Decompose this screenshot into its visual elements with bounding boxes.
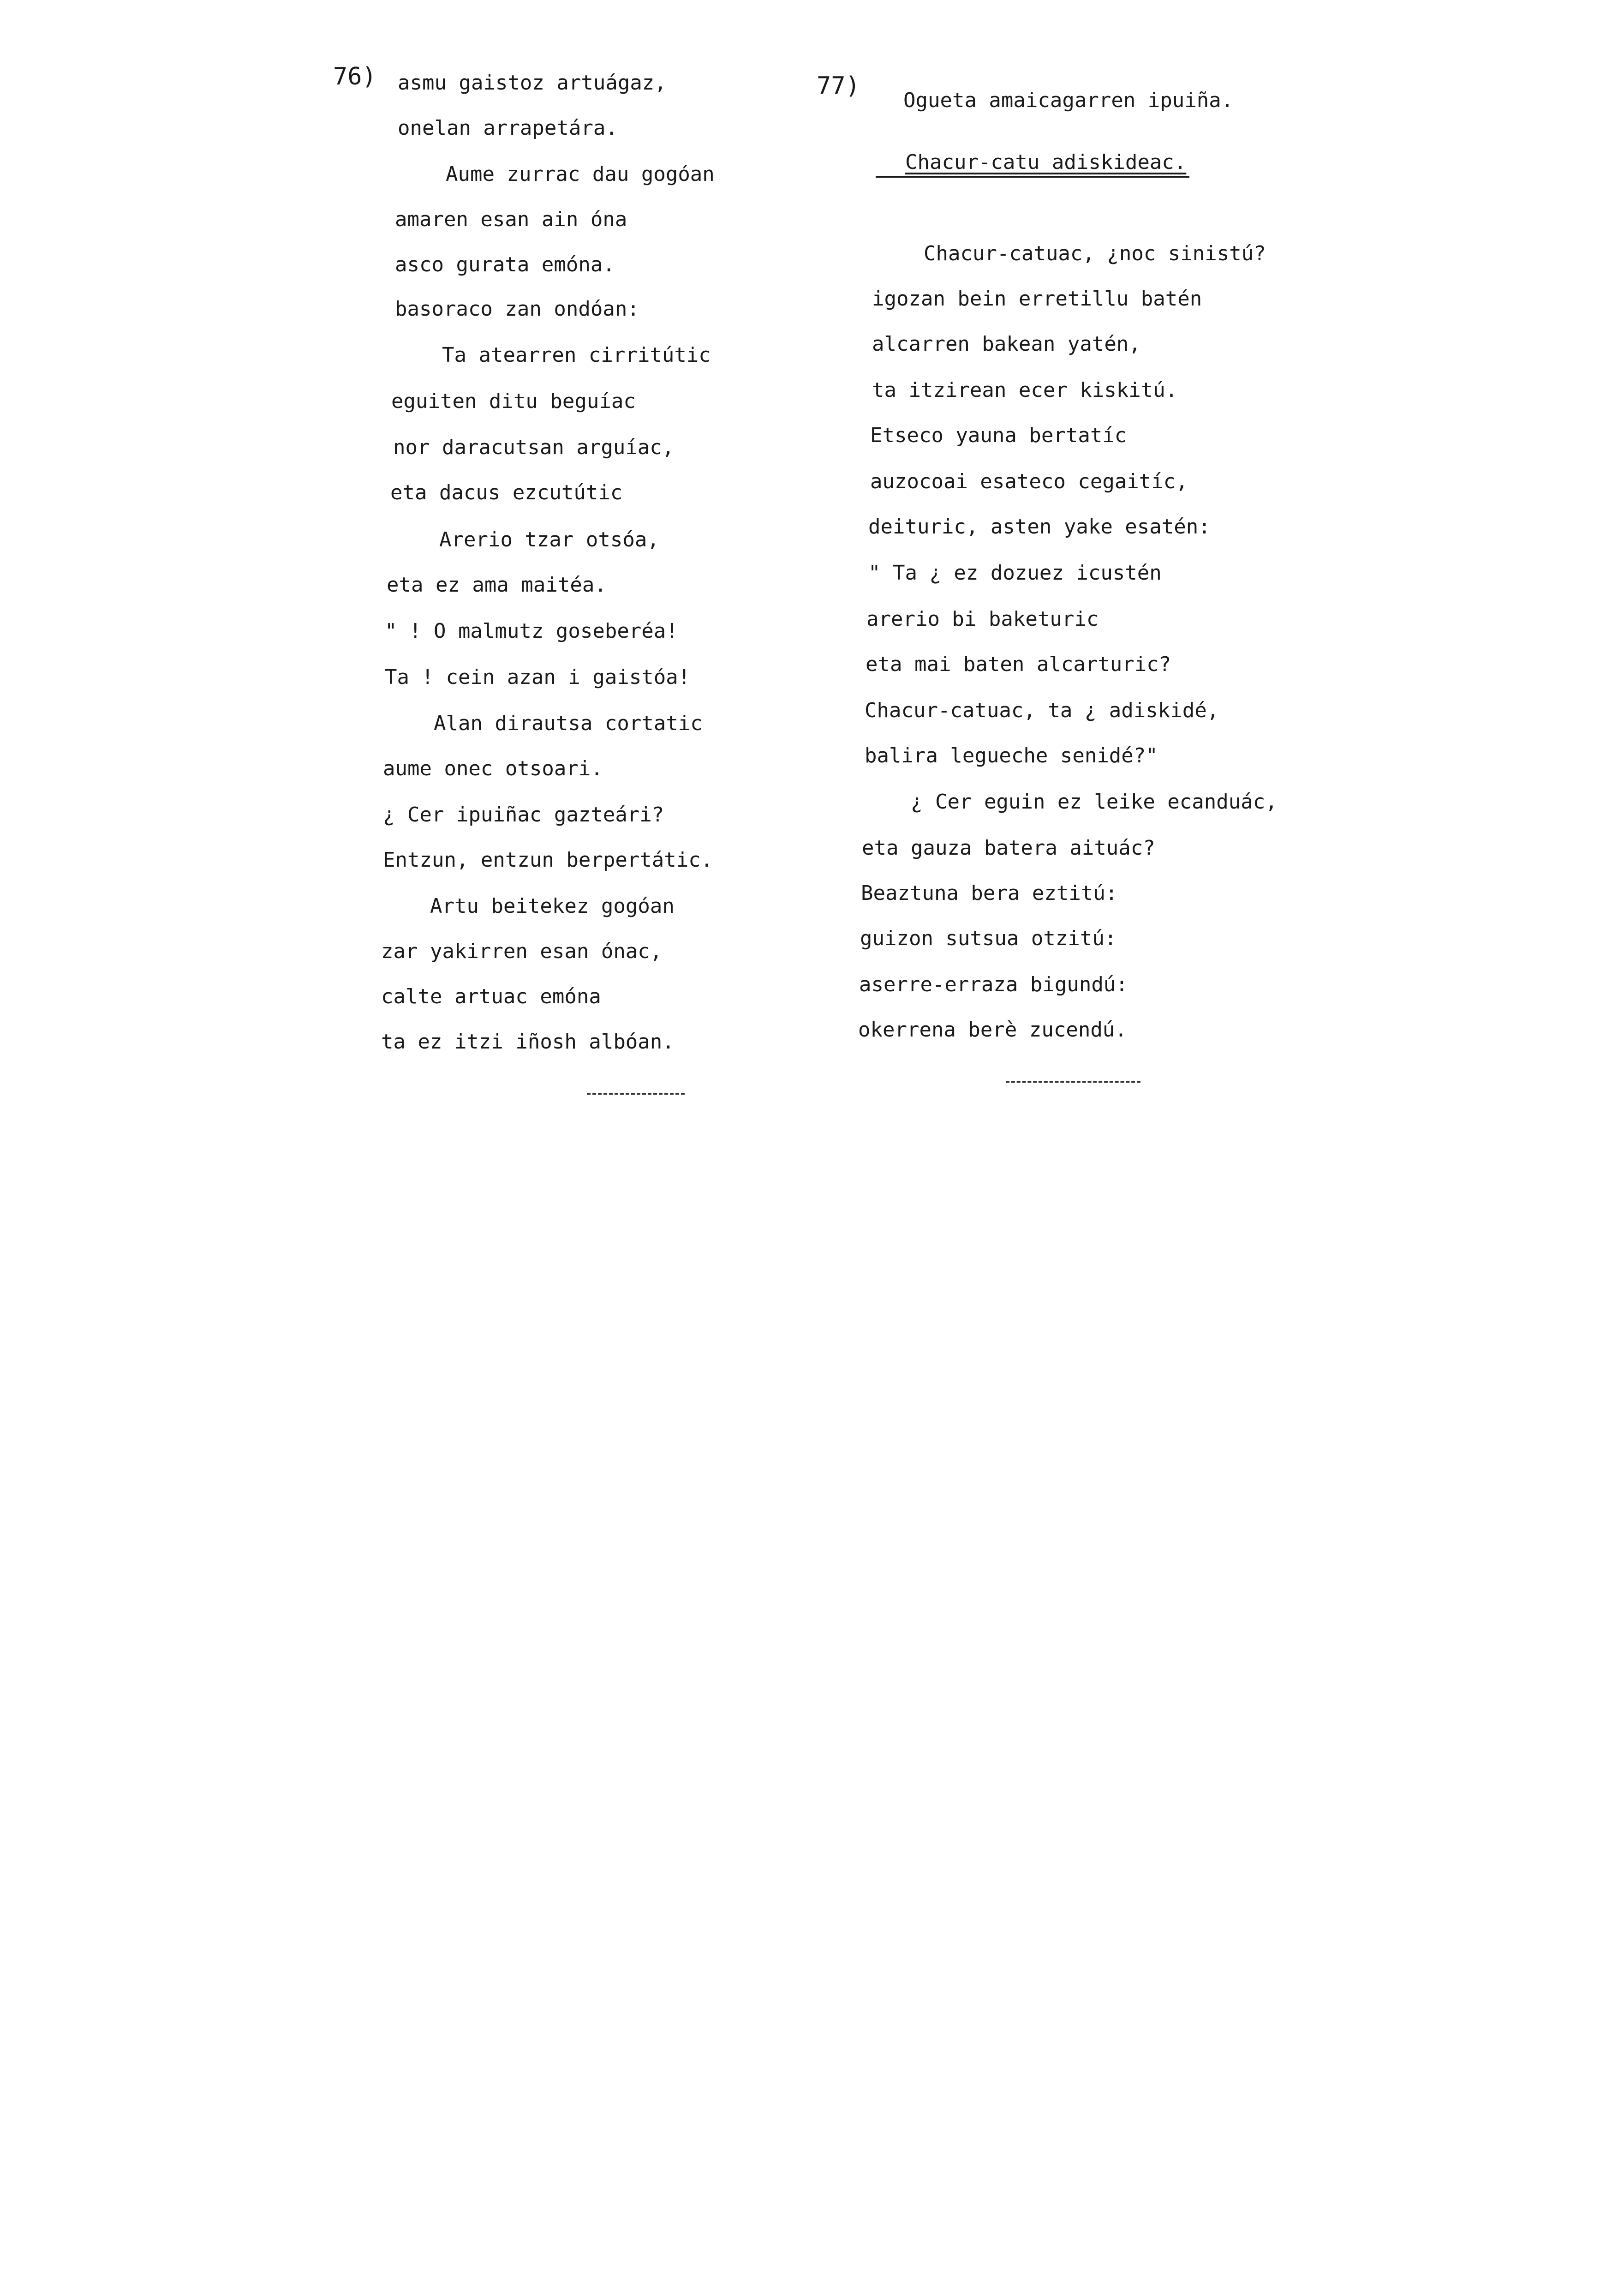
end-rule-left: [587, 1093, 685, 1095]
poem-line: Chacur-catuac, ¿noc sinistú?: [924, 242, 1266, 265]
poem-line: balira legueche senidé?": [865, 744, 1158, 767]
poem-line: amaren esan ain óna: [395, 208, 627, 231]
title-rule: [876, 176, 1189, 178]
poem-line: okerrena berè zucendú.: [858, 1018, 1127, 1042]
poem-line: alcarren bakean yatén,: [872, 332, 1141, 356]
poem-line: ¿ Cer eguin ez leike ecanduác,: [911, 790, 1278, 814]
poem-line: auzocoai esateco cegaitíc,: [870, 470, 1188, 493]
poem-line: Artu beitekez gogóan: [430, 894, 675, 918]
poem-line: Etseco yauna bertatíc: [870, 424, 1127, 447]
poem-line: onelan arrapetára.: [398, 116, 618, 140]
poem-line: nor daracutsan arguíac,: [393, 436, 675, 459]
poem-line: " Ta ¿ ez dozuez icustén: [868, 561, 1162, 585]
poem-line: eta mai baten alcarturic?: [866, 653, 1171, 676]
poem-line: Ta atearren cirritútic: [442, 343, 711, 367]
poem-line: eguiten ditu beguíac: [391, 389, 636, 413]
poem-line: guizon sutsua otzitú:: [860, 927, 1117, 950]
poem-number-77: 77): [817, 72, 860, 100]
poem-line: Arerio tzar otsóa,: [439, 528, 659, 551]
poem-line: eta gauza batera aituác?: [862, 836, 1155, 860]
poem-line: " ! O malmutz goseberéa!: [385, 619, 678, 643]
poem-line: Beaztuna bera eztitú:: [861, 881, 1118, 905]
poem-line: ¿ Cer ipuiñac gazteári?: [383, 803, 664, 827]
poem-line: ta ez itzi iñosh albóan.: [381, 1030, 675, 1054]
poem-line: aserre-erraza bigundú:: [859, 973, 1128, 996]
poem-line: Ta ! cein azan i gaistóa!: [385, 665, 691, 689]
poem-line: eta dacus ezcutútic: [390, 481, 623, 504]
poem-line: Alan dirautsa cortatic: [434, 712, 703, 735]
poem-line: calte artuac emóna: [381, 985, 601, 1008]
poem-line: deituric, asten yake esatén:: [868, 515, 1211, 539]
poem-line: Entzun, entzun berpertátic.: [383, 848, 713, 872]
poem-line: asmu gaistoz artuágaz,: [398, 71, 667, 95]
poem-line: aume onec otsoari.: [383, 757, 603, 780]
poem-line: Aume zurrac dau gogóan: [446, 162, 715, 186]
poem-line: Chacur-catuac, ta ¿ adiskidé,: [865, 699, 1219, 722]
poem-line: igozan bein erretillu batén: [872, 287, 1202, 311]
poem-heading: Ogueta amaicagarren ipuiña.: [903, 89, 1234, 112]
poem-line: eta ez ama maitéa.: [387, 573, 607, 597]
poem-line: arerio bi baketuric: [866, 607, 1099, 631]
poem-line: zar yakirren esan ónac,: [381, 940, 663, 963]
poem-line: ta itzirean ecer kiskitú.: [872, 378, 1178, 402]
poem-line: asco gurata emóna.: [395, 253, 615, 276]
poem-line: basoraco zan ondóan:: [395, 297, 639, 321]
poem-title: Chacur-catu adiskideac.: [905, 150, 1187, 174]
poem-number-76: 76): [333, 63, 376, 90]
end-rule-right: [1006, 1081, 1140, 1083]
